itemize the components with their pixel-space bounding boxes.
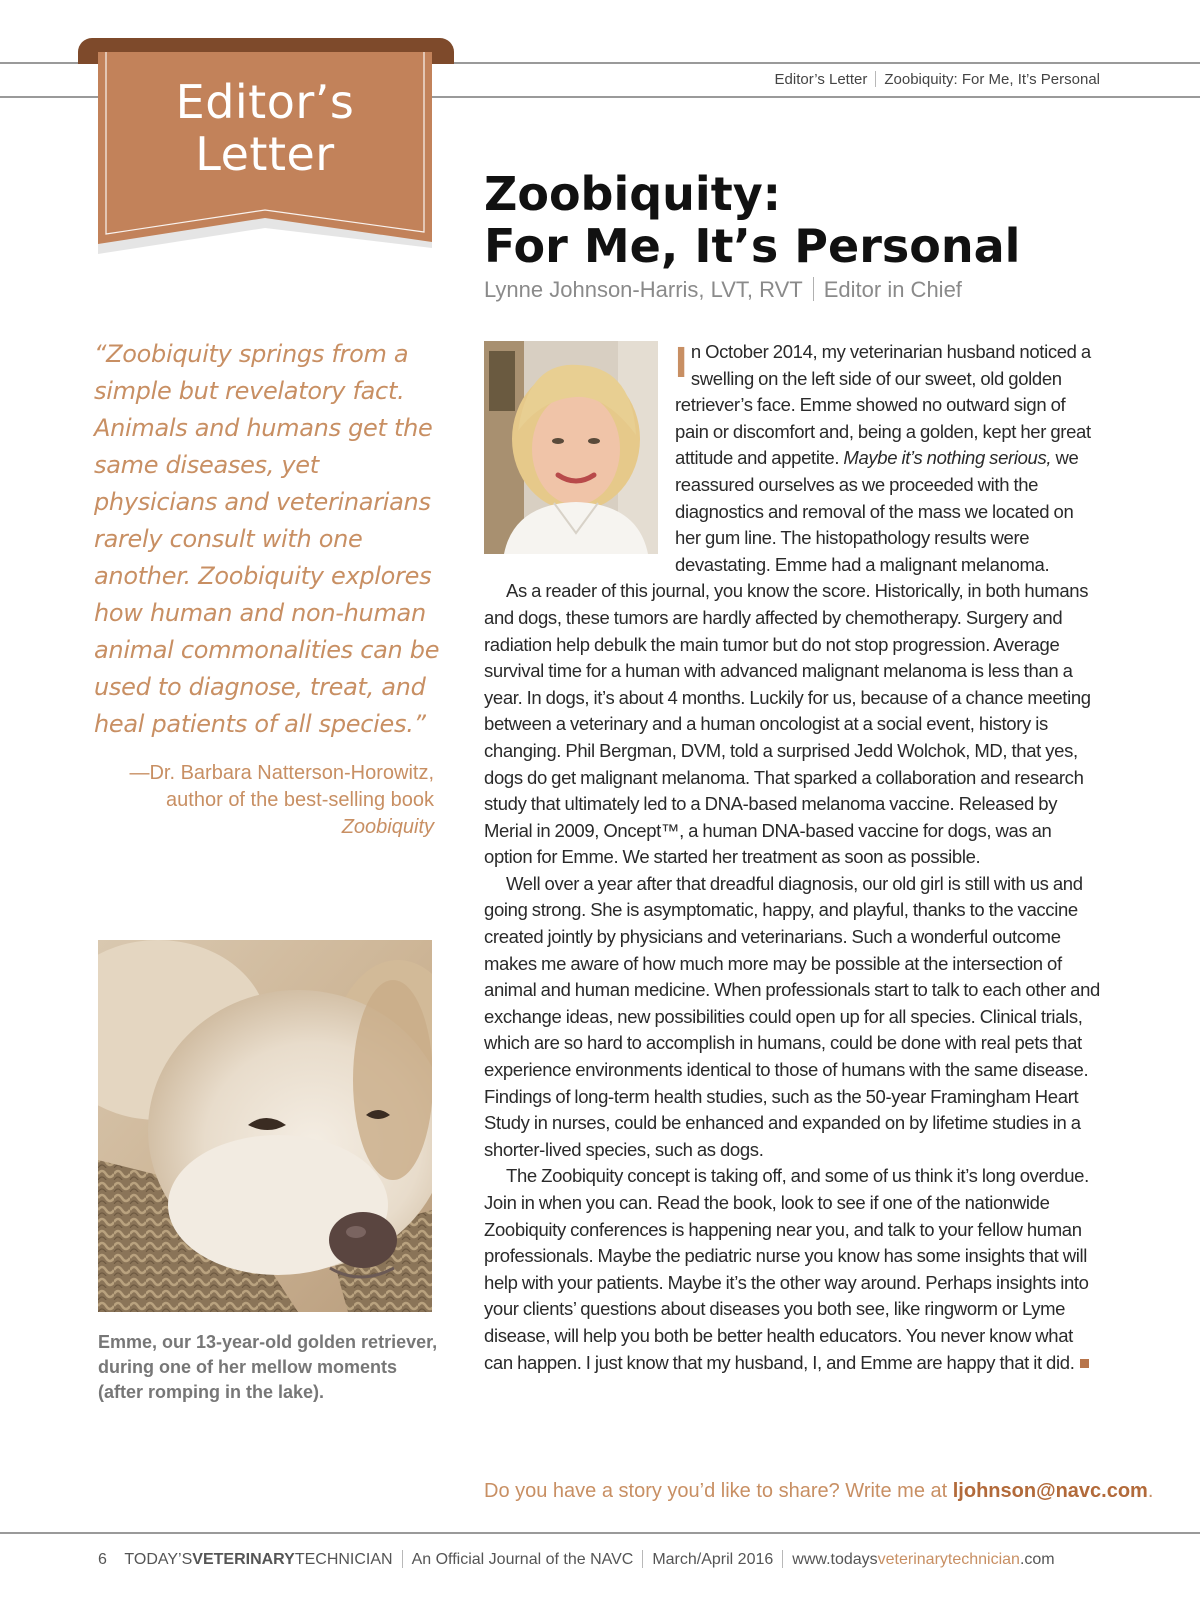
p4-text: The Zoobiquity concept is taking off, and some of us think it’s long overdue. Join in when you can. Read the book, look to see if one of the nationwide Zoobiquity conferences is happening near you, and talk to your fellow human professionals. Maybe the pediatric nurse you know has some insights that will help with your patients. Maybe it’s the other way around. Perhaps insights into your clients’ questions about diseases you both see, like ringworm or Lyme disease, will help you both be better health educators. You never know what can happen. I just know that my husband, I, and Emme are happy that it did. bbox=[484, 1165, 1089, 1373]
paragraph-2: As a reader of this journal, you know the score. Historically, in both humans and dogs, these tumors are hardly affected by chemotherapy. Surgery and radiation help debulk the main tumor but do not stop progression. Average survival time for a human with advanced malignant melanoma is less than a year. In dogs, it’s about 4 months. Luckily for us, because of a chance meeting between a veterinary and a human oncologist at a social event, history is changing. Phil Bergman, DVM, told a surprised Jedd Wolchok, MD, that yes, dogs do get malignant melanoma. That sparked a collaboration and research study that ultimately led to a DNA-based melanoma vaccine. Released by Merial in 2009, Oncept™, a human DNA-based vaccine for dogs, was an option for Emme. We started her treatment as soon as possible. bbox=[484, 580, 1091, 868]
journal-note: An Official Journal of the NAVC bbox=[411, 1551, 634, 1568]
brand-part-2: VETERINARY bbox=[192, 1551, 295, 1568]
photo-caption: Emme, our 13-year-old golden retriever, during one of her mellow moments (after romping in the lake). bbox=[98, 1332, 438, 1402]
attribution-name: —Dr. Barbara Natterson-Horowitz, bbox=[129, 762, 434, 784]
footer-divider bbox=[642, 1550, 643, 1568]
issue-date: March/April 2016 bbox=[652, 1551, 774, 1568]
website-link[interactable] bbox=[792, 1551, 1054, 1568]
footer-rule bbox=[0, 1532, 1200, 1534]
p1-italic: Maybe it’s nothing serious, bbox=[843, 447, 1052, 469]
editors-letter-banner bbox=[78, 38, 454, 260]
banner-title bbox=[98, 76, 432, 180]
contact-email-link[interactable]: ljohnson@navc.com bbox=[952, 1480, 1148, 1502]
url-part-3: .com bbox=[1019, 1551, 1055, 1568]
banner-line-2: Letter bbox=[195, 127, 335, 181]
dog-photo bbox=[98, 940, 432, 1312]
end-of-article-mark bbox=[1080, 1359, 1089, 1368]
title-line-2: For Me, It’s Personal bbox=[484, 219, 1021, 273]
paragraph-3: Well over a year after that dreadful diagnosis, our old girl is still with us and going strong. She is asymptomatic, happy, and playful, thanks to the vaccine created jointly by physicians and veterinarians. Such a wonderful outcome makes me aware of how much more may be possible at the intersection of animal and human medicine. When professionals start to talk to each other and exchange ideas, new possibilities could open up for all species. Clinical trials, which are so hard to accomplish in humans, could be done with real pets that experience environments identical to those of humans with the same disease. Findings of long-term health studies, such as the 50-year Framingham Heart Study in nurses, could be enhanced and expanded on by lifetime studies in a shorter-lived species, such as dogs. bbox=[484, 872, 1100, 1160]
page-number: 6 bbox=[98, 1551, 107, 1568]
p1-text-a: n October 2014, my veterinarian husband noticed a swelling on the left side of our sweet, old golden retriever’s face. Emme showed no outward sign of pain or discomfort and, being a golden, kept her great attitude and appetite. bbox=[675, 341, 1091, 469]
byline bbox=[484, 277, 962, 303]
pull-quote: “Zoobiquity springs from a simple but revelatory fact. Animals and humans get the same diseases, yet physicians and veterinarians rarely consult with one another. Zoobiquity explores how human and non-human animal commonalities can be used to diagnose, treat, and heal patients of all species.” bbox=[94, 340, 440, 738]
banner-line-1: Editor’s bbox=[175, 75, 355, 129]
footer-divider bbox=[402, 1550, 403, 1568]
author-role: Editor in Chief bbox=[823, 277, 962, 302]
golden-retriever-image bbox=[98, 940, 432, 1312]
byline-divider bbox=[813, 277, 814, 301]
header-divider bbox=[875, 71, 876, 87]
contact-prompt: Do you have a story you’d like to share? Write me at bbox=[484, 1480, 953, 1502]
running-header-section: Editor’s Letter bbox=[774, 71, 868, 88]
portrait-space bbox=[484, 339, 675, 565]
attribution-desc: author of the best-selling book bbox=[166, 789, 434, 811]
drop-cap: I bbox=[675, 338, 687, 387]
article-body bbox=[484, 339, 1102, 1376]
author-name: Lynne Johnson-Harris, LVT, RVT bbox=[484, 277, 803, 302]
paragraph-4 bbox=[484, 1163, 1102, 1376]
page-footer bbox=[98, 1550, 1055, 1569]
publication-name bbox=[124, 1551, 392, 1568]
article-title bbox=[484, 168, 1104, 272]
title-line-1: Zoobiquity: bbox=[484, 167, 782, 221]
running-header-article: Zoobiquity: For Me, It’s Personal bbox=[884, 71, 1100, 88]
pull-quote-attribution bbox=[94, 760, 434, 841]
p1-text-b: we reassured ourselves as we proceeded with the diagnostics and removal of the mass we located on her gum line. The histopathology results were devastating. Emme had a malignant melanoma. bbox=[675, 447, 1079, 575]
contact-end: . bbox=[1147, 1480, 1154, 1502]
footer-divider bbox=[782, 1550, 783, 1568]
url-part-1: www.todays bbox=[792, 1551, 878, 1568]
contact-line bbox=[484, 1480, 1153, 1503]
attribution-book: Zoobiquity bbox=[341, 816, 434, 838]
brand-part-3: TECHNICIAN bbox=[294, 1551, 393, 1568]
brand-part-1: TODAY’S bbox=[124, 1551, 193, 1568]
url-part-2: veterinarytechnician bbox=[877, 1551, 1020, 1568]
running-header bbox=[775, 71, 1100, 88]
